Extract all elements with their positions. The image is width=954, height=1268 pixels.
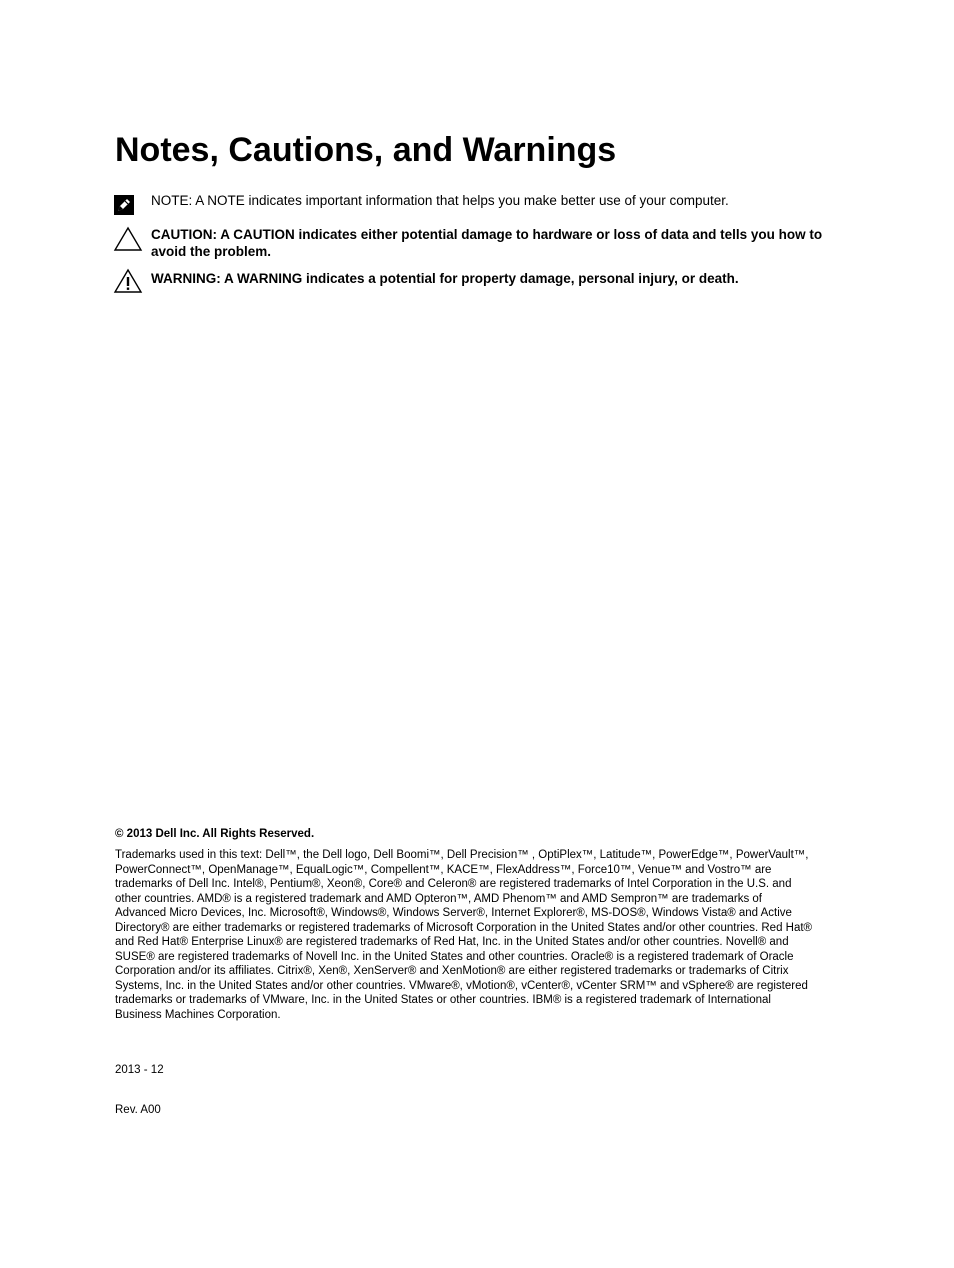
caution-notice: [113, 226, 823, 262]
page-title: Notes, Cautions, and Warnings: [115, 131, 617, 169]
publication-date: 2013 - 12: [115, 1064, 164, 1076]
note-label: NOTE:: [151, 193, 193, 208]
revision-label: Rev. A00: [115, 1104, 161, 1116]
warning-exclamation-icon: [113, 268, 143, 294]
note-text: [151, 192, 831, 209]
note-pencil-icon: [113, 194, 143, 220]
warning-text: WARNING: A WARNING indicates a potential for property damage, personal injury, or death.: [151, 271, 739, 286]
trademarks-paragraph: Trademarks used in this text: Dell™, the Dell logo, Dell Boomi™, Dell Precision™ , OptiPlex™, Latitude™, PowerEdge™, PowerVault™, PowerConnect™, OpenManage™, EqualLogic™, Compellent™, KACE™, FlexAddress™, Force10™, Venue™ and Vostro™ are trademarks of Dell Inc. Intel®, Pentium®, Xeon®, Core® and Celeron® are registered trademarks of Intel Corporation in the U.S. and other countries. AMD® is a registered trademark and AMD Opteron™, AMD Phenom™ and AMD Sempron™ are trademarks of Advanced Micro Devices, Inc. Microsoft®, Windows®, Windows Server®, Internet Explorer®, MS-DOS®, Windows Vista® and Active Directory® are either trademarks or registered trademarks of Microsoft Corporation in the United States and/or other countries. Red Hat® and Red Hat® Enterprise Linux® are registered trademarks of Red Hat, Inc. in the United States and/or other countries. Novell® and SUSE® are registered trademarks of Novell Inc. in the United States and other countries. Oracle® is a registered trademark of Oracle Corporation and/or its affiliates. Citrix®, Xen®, XenServer® and XenMotion® are either registered trademarks or trademarks of Citrix Systems, Inc. in the United States and/or other countries. VMware®, vMotion®, vCenter®, vCenter SRM™ and vSphere® are registered trademarks or trademarks of VMware, Inc. in the United States or other countries. IBM® is a registered trademark of International Business Machines Corporation.: [115, 849, 813, 1021]
note-body: A NOTE indicates important information that helps you make better use of your computer.: [192, 193, 729, 208]
caution-triangle-icon: [113, 226, 143, 252]
warning-notice: [113, 270, 813, 296]
caution-text: CAUTION: A CAUTION indicates either potential damage to hardware or loss of data and tells you how to avoid the problem.: [151, 227, 823, 259]
copyright-notice: © 2013 Dell Inc. All Rights Reserved.: [115, 828, 315, 840]
note-notice: [113, 192, 813, 218]
